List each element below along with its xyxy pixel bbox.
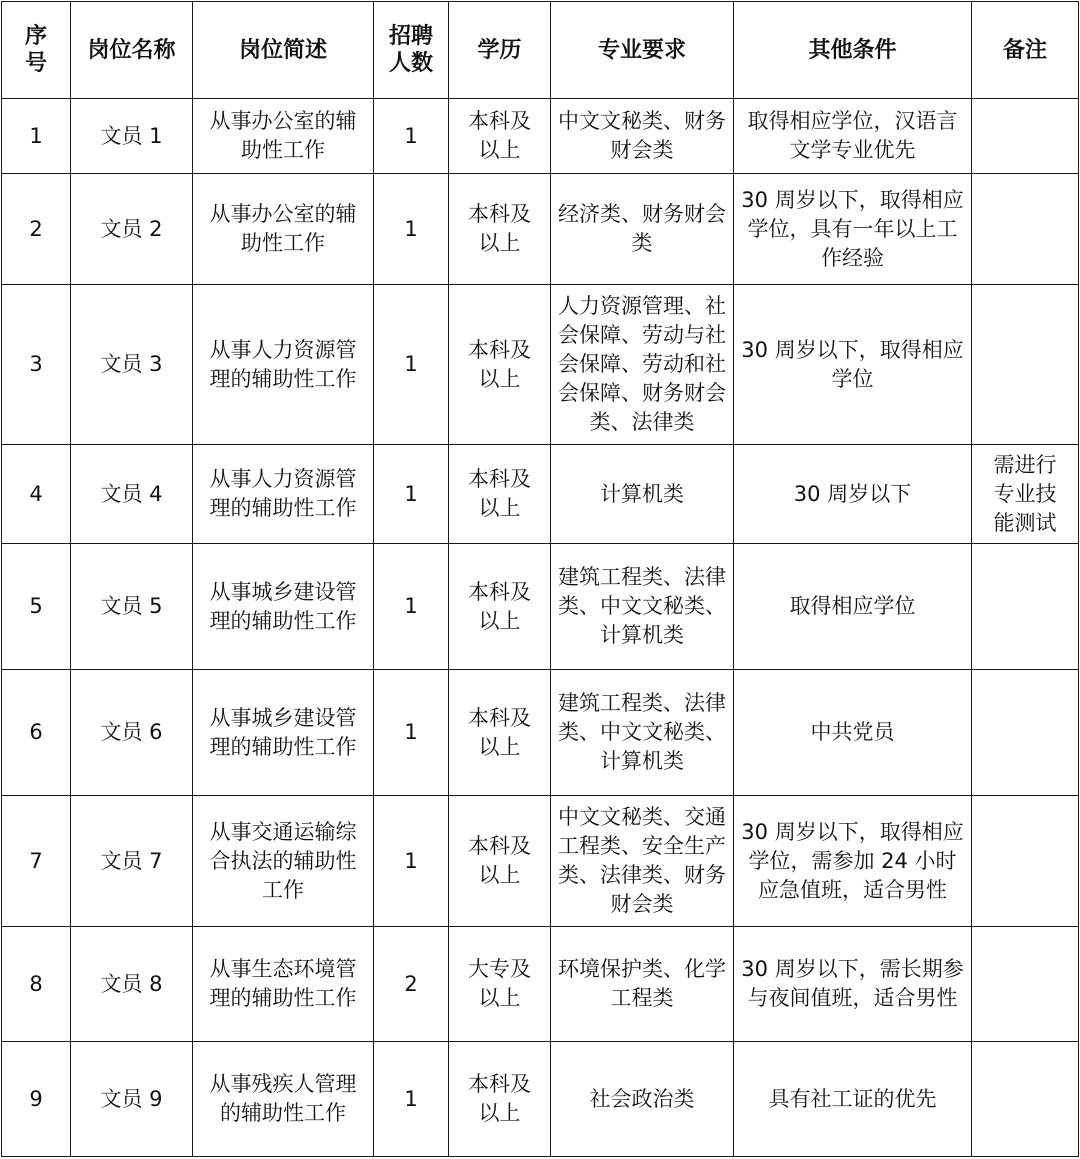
cell-title: 文员 2 [71,174,193,285]
cell-count: 1 [374,445,449,544]
table-row [2,544,1079,670]
cell-edu: 本科及 以上 [449,174,551,285]
table-row [2,796,1079,927]
cell-major: 人力资源管理、社 会保障、劳动与社 会保障、劳动和社 会保障、财务财会 类、法律类 [551,285,734,445]
cell-other: 30 周岁以下 [734,445,972,544]
header-desc: 岗位简述 [193,2,374,99]
cell-count: 1 [374,670,449,796]
cell-note [972,544,1079,670]
cell-other: 中共党员 [734,670,972,796]
cell-desc: 从事城乡建设管 理的辅助性工作 [193,670,374,796]
cell-title: 文员 7 [71,796,193,927]
cell-title: 文员 5 [71,544,193,670]
cell-other: 30 周岁以下，需长期参 与夜间值班，适合男性 [734,927,972,1042]
header-note: 备注 [972,2,1079,99]
cell-edu: 本科及 以上 [449,99,551,174]
cell-desc: 从事办公室的辅 助性工作 [193,174,374,285]
table-row [2,927,1079,1042]
cell-no: 7 [2,796,71,927]
cell-no: 2 [2,174,71,285]
cell-edu: 本科及 以上 [449,1042,551,1157]
cell-count: 2 [374,927,449,1042]
cell-desc: 从事生态环境管 理的辅助性工作 [193,927,374,1042]
cell-other: 具有社工证的优先 [734,1042,972,1157]
table-row [2,174,1079,285]
cell-other: 取得相应学位 [734,544,972,670]
cell-no: 6 [2,670,71,796]
cell-desc: 从事交通运输综 合执法的辅助性 工作 [193,796,374,927]
cell-major: 建筑工程类、法律 类、中文文秘类、 计算机类 [551,670,734,796]
cell-note [972,670,1079,796]
cell-count: 1 [374,544,449,670]
cell-edu: 本科及 以上 [449,670,551,796]
header-title: 岗位名称 [71,2,193,99]
cell-title: 文员 1 [71,99,193,174]
cell-note [972,796,1079,927]
cell-no: 1 [2,99,71,174]
cell-edu: 本科及 以上 [449,285,551,445]
cell-title: 文员 9 [71,1042,193,1157]
header-count: 招聘 人数 [374,2,449,99]
cell-edu: 本科及 以上 [449,796,551,927]
cell-title: 文员 4 [71,445,193,544]
cell-title: 文员 6 [71,670,193,796]
header-edu: 学历 [449,2,551,99]
table-row [2,285,1079,445]
table-row [2,670,1079,796]
cell-note: 需进行 专业技 能测试 [972,445,1079,544]
cell-edu: 大专及 以上 [449,927,551,1042]
cell-count: 1 [374,99,449,174]
cell-title: 文员 8 [71,927,193,1042]
cell-desc: 从事人力资源管 理的辅助性工作 [193,445,374,544]
cell-note [972,927,1079,1042]
cell-count: 1 [374,796,449,927]
cell-edu: 本科及 以上 [449,445,551,544]
cell-edu: 本科及 以上 [449,544,551,670]
cell-major: 中文文秘类、交通 工程类、安全生产 类、法律类、财务 财会类 [551,796,734,927]
cell-no: 8 [2,927,71,1042]
cell-no: 9 [2,1042,71,1157]
table-row [2,1042,1079,1157]
cell-note [972,285,1079,445]
cell-no: 4 [2,445,71,544]
cell-desc: 从事城乡建设管 理的辅助性工作 [193,544,374,670]
header-major: 专业要求 [551,2,734,99]
header-no: 序 号 [2,2,71,99]
cell-major: 经济类、财务财会 类 [551,174,734,285]
cell-desc: 从事办公室的辅 助性工作 [193,99,374,174]
cell-major: 建筑工程类、法律 类、中文文秘类、 计算机类 [551,544,734,670]
cell-note [972,174,1079,285]
cell-major: 社会政治类 [551,1042,734,1157]
table-row [2,99,1079,174]
cell-note [972,1042,1079,1157]
cell-note [972,99,1079,174]
cell-no: 3 [2,285,71,445]
cell-count: 1 [374,285,449,445]
cell-desc: 从事残疾人管理 的辅助性工作 [193,1042,374,1157]
job-table [1,1,1079,1157]
cell-no: 5 [2,544,71,670]
cell-other: 取得相应学位，汉语言 文学专业优先 [734,99,972,174]
cell-title: 文员 3 [71,285,193,445]
table-row [2,445,1079,544]
header-row [2,2,1079,99]
cell-other: 30 周岁以下，取得相应 学位，具有一年以上工 作经验 [734,174,972,285]
cell-other: 30 周岁以下，取得相应 学位，需参加 24 小时 应急值班，适合男性 [734,796,972,927]
header-other: 其他条件 [734,2,972,99]
cell-major: 环境保护类、化学 工程类 [551,927,734,1042]
cell-major: 计算机类 [551,445,734,544]
cell-count: 1 [374,174,449,285]
cell-other: 30 周岁以下，取得相应 学位 [734,285,972,445]
cell-count: 1 [374,1042,449,1157]
cell-major: 中文文秘类、财务 财会类 [551,99,734,174]
cell-desc: 从事人力资源管 理的辅助性工作 [193,285,374,445]
